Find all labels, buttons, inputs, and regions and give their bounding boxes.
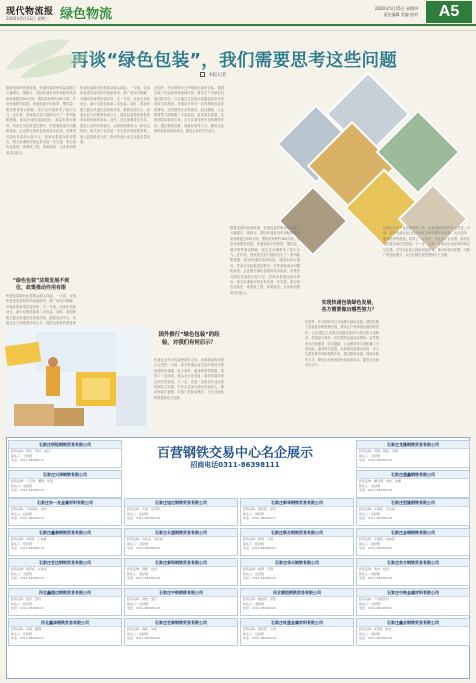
ad-company-cell — [124, 618, 238, 646]
ad-title: 百营钢铁交易中心名企展示 — [156, 446, 313, 461]
ad-company-detail: 电话：0311-86398126 — [359, 576, 392, 581]
ad-company-name: 石家庄宏泰钢铁贸易有限公司 — [125, 619, 237, 627]
ad-company-name: 石家庄新华钢铁贸易有限公司 — [241, 499, 353, 507]
ad-company-name: 石家庄鑫泰钢铁贸易有限公司 — [9, 529, 121, 537]
ad-company-detail: 经营品种：圆钢、方钢 — [243, 537, 274, 541]
ad-company-detail: 联系人：褚经理 — [359, 541, 381, 546]
ad-company-cell — [356, 588, 470, 616]
text-column-3b: 快递企业作为包装使用的主体，应承担起相应的社会责任。目前，部分快递企业已经开始试点使用循环快递箱、电子面单、瘦身胶带等措施，取得了一定成效。但从全行业来看，绿色包装的普及率仍然较低。下一步，应进一步推动行业标准的制定与实施，引导企业加大绿色包装投入，推动形成可复制、可推广的经验模式，为行业绿色转型提供有力支撑。 — [154, 358, 224, 400]
ad-company-cell — [356, 470, 470, 498]
paper-name: 现代物流报 — [6, 7, 54, 17]
ad-company-name: 石家庄金瑞钢铁有限公司 — [357, 529, 469, 537]
ad-company-name: 石家庄泰和钢铁贸易有限公司 — [125, 559, 237, 567]
ad-company-detail: 电话：0311-86398129 — [243, 606, 276, 611]
ad-company-cell — [240, 498, 354, 526]
ad-company-cell — [240, 618, 354, 646]
ad-company-detail: 电话：0311-86398124 — [127, 576, 160, 581]
ad-company-name: 石家庄盛鑫钢铁有限公司 — [357, 471, 469, 479]
text-column-1: 随着电商的快速发展，快递包装的使用量也随之大幅增长。据统计，我国快递业每年消耗的纸类废弃物超过900万吨、塑料废弃物约180万吨，并呈快速增长趋势。快递包装中的胶带、塑料袋、填充物等难以降解，给生态环境带来了较大压力。近年来，国家相关部门陆续出台了一系列政策措施，推动快递包装绿色化、减量化和可循环。然而在实际推进过程中，仍然面临诸多问题和挑战。企业推行绿色包装的成本较高，消费者对绿色包装的认知不足，回收体系建设相对滞后，相关标准和法规也有待进一步完善。推行绿色包装是一项系统工程，需要政府、企业和消费者共同参与。 — [6, 86, 76, 155]
ad-company-name: 石家庄鑫业钢铁贸易有限公司 — [357, 619, 469, 627]
ad-company-cell — [8, 528, 122, 556]
subhead-1: “绿色包装”法规发展不到位，政策推动作用有限 — [12, 278, 70, 291]
ad-company-cell — [8, 498, 122, 526]
ad-company-cell — [124, 498, 238, 526]
ad-company-detail: 电话：0311-86398121 — [243, 546, 276, 551]
ad-company-detail: 经营品种：钢筋、线材 — [127, 567, 158, 571]
ad-company-cell — [8, 470, 122, 498]
masthead — [0, 0, 476, 26]
text-column-3: 在国外，许多国家早已开始推行绿色包装。德国实施了包装废弃物管理法规，要求生产者承担包装回收责任；日本通过立法推动容器包装的分类回收与再利用；美国部分州对一次性塑料包装征收费用。这些国家在法规建设、经济激励、公众教育等方面积累了丰富经验，值得我们借鉴。从我国实际情况出发，应当注重发挥市场机制的作用，通过税收优惠、财政补贴等方式，降低企业使用绿色包装的成本，激发企业的内生动力。 — [154, 86, 224, 134]
ad-company-cell — [8, 618, 122, 646]
ad-company-detail: 联系人：周经理 — [243, 511, 265, 516]
header-info-date: 2020年5月15日 星期四 — [374, 6, 418, 11]
ad-company-detail: 经营品种：镀锌管、焊管 — [243, 507, 277, 511]
ad-company-name: 石家庄中铁金属材料有限公司 — [357, 589, 469, 597]
ad-company-cell — [356, 558, 470, 586]
ad-company-detail: 电话：0311-86398125 — [243, 576, 276, 581]
ad-company-detail: 电话：0311-86398118 — [359, 516, 392, 521]
ad-company-name: 石家庄中铁钢铁有限公司 — [125, 589, 237, 597]
ad-company-detail: 联系人：张经理 — [359, 483, 381, 488]
ad-company-cell — [356, 498, 470, 526]
ad-company-detail: 联系人：王经理 — [11, 453, 33, 458]
ad-company-cell — [356, 440, 470, 468]
ad-company-detail: 联系人：施经理 — [359, 631, 381, 636]
ad-company-detail: 电话：0311-86398115 — [11, 516, 44, 521]
ad-company-detail: 经营品种：扁钢、带钢 — [243, 567, 274, 571]
ad-company-detail: 经营品种：管材、型材 — [11, 597, 42, 601]
ad-company-name: 石家庄旺盛金属材料有限公司 — [241, 619, 353, 627]
ad-company-detail: 联系人：韩经理 — [359, 571, 381, 576]
ad-company-cell — [356, 528, 470, 556]
ad-company-detail: 联系人：蒋经理 — [127, 571, 149, 576]
text-column-1b: 快递包装绿色化需要从源头抓起。一方面，应加快推进包装材料的创新研发，推广使用可降解、可循环的新型包装材料；另一方面，应优化包装设计，减少过度包装和二次包装。同时，要加快建立健全快递包装回收体系，鼓励电商平台、快递企业与消费者形成合力，提高包装物的重复使 — [6, 294, 76, 326]
ad-company-detail: 电话：0311-86398113 — [11, 488, 44, 493]
ad-company-cell — [124, 528, 238, 556]
paper-date: 2020年5月13日 星期三 — [6, 16, 50, 21]
ad-company-detail: 经营品种：H型钢、工角槽 — [11, 537, 47, 541]
ad-company-detail: 联系人：赵经理 — [11, 511, 33, 516]
ad-company-cell — [124, 588, 238, 616]
ad-company-detail: 电话：0311-86398120 — [127, 546, 160, 551]
ad-phone: 招商电话0311-86398111 — [190, 461, 280, 469]
ad-company-detail: 电话：0311-86398119 — [11, 546, 44, 551]
ad-company-cell — [124, 558, 238, 586]
ad-company-detail: 电话：0311-86398131 — [11, 636, 44, 641]
ad-company-detail: 经营品种：型材、管材、板材 — [11, 449, 51, 453]
ad-company-detail: 联系人：许经理 — [11, 631, 33, 636]
ad-company-name: 石家庄明钰钢铁贸易有限公司 — [9, 441, 121, 449]
ad-company-detail: 经营品种：不锈钢板、卷材 — [11, 507, 48, 511]
ad-company-detail: 经营品种：工字钢、槽钢、角钢 — [11, 479, 54, 483]
ad-company-cell — [240, 528, 354, 556]
text-column-6: 快递企业作为包装使用的主体，应承担起相应的社会责任。目前，部分快递企业已经开始试点使用循环快递箱、电子面单、瘦身胶带等措施，取得了一定成效。但从全行业来看，绿色包装的普及率仍然较低。下一步，应进一步推动行业标准的制定与实施，引导企业加大绿色包装投入，推动形成可复制、可推广的经验模式，为行业绿色转型提供有力支撑。 — [383, 226, 470, 258]
ad-company-detail: 经营品种：方管、矩形管 — [127, 507, 161, 511]
ad-company-detail: 电话：0311-86398127 — [11, 606, 44, 611]
pull-quote: 国外推行“绿色包装”的经验，对我们有何启示？ — [158, 332, 220, 346]
ad-company-detail: 经营品种：冷轧板、热轧板 — [127, 537, 164, 541]
ad-company-detail: 电话：0311-86398128 — [127, 606, 160, 611]
byline-box-icon — [200, 72, 205, 77]
ad-company-detail: 电话：0311-86398133 — [243, 636, 276, 641]
ad-company-detail: 经营品种：不锈钢管材 — [359, 597, 390, 601]
ad-company-cell — [8, 588, 122, 616]
ad-company-detail: 电话：0311-86398114 — [359, 488, 392, 493]
ad-company-name: 石家庄永盛钢铁贸易有限公司 — [125, 529, 237, 537]
ad-company-detail: 电话：0311-86398134 — [359, 636, 392, 641]
ad-company-detail: 经营品种：镀锌管、方管 — [243, 627, 277, 631]
ad-company-detail: 联系人：卫经理 — [11, 571, 33, 576]
ad-company-name: 石家庄旭达钢铁贸易有限公司 — [125, 499, 237, 507]
ad-company-detail: 电话：0311-86398117 — [243, 516, 276, 521]
ad-company-cell — [356, 618, 470, 646]
ad-company-cell — [8, 440, 122, 468]
ad-company-detail: 联系人：沈经理 — [243, 571, 265, 576]
ad-company-detail: 经营品种：中厚板、花纹板 — [359, 507, 396, 511]
ad-company-name: 河北鑫泽钢铁贸易有限公司 — [9, 619, 121, 627]
header-info — [300, 6, 418, 18]
byline — [200, 72, 226, 78]
ad-company-detail: 联系人：吕经理 — [243, 631, 265, 636]
ad-company-name: 石家庄联合钢铁贸易有限公司 — [241, 529, 353, 537]
ad-company-detail: 经营品种：无缝管、结构管 — [359, 537, 396, 541]
ad-company-detail: 联系人：何经理 — [127, 631, 149, 636]
ad-company-detail: 电话：0311-86398122 — [359, 546, 392, 551]
ad-company-name: 石家庄东一友金属材料有限公司 — [9, 499, 121, 507]
text-column-5: 在国外，许多国家早已开始推行绿色包装。德国实施了包装废弃物管理法规，要求生产者承担包装回收责任；日本通过立法推动容器包装的分类回收与再利用；美国部分州对一次性塑料包装征收费用。这些国家在法规建设、经济激励、公众教育等方面积累了丰富经验，值得我们借鉴。从我国实际情况出发，应当注重发挥市场机制的作用，通过税收优惠、财政补贴等方式，降低企业使用绿色包装的成本，激发企业的内生动力。 — [305, 320, 379, 368]
ad-company-name: 石家庄东方钢铁贸易有限公司 — [357, 559, 469, 567]
section-title: 绿色物流 — [60, 7, 113, 22]
ad-company-detail: 联系人：秦经理 — [243, 601, 265, 606]
ad-company-detail: 联系人：孙经理 — [127, 511, 149, 516]
page-number: A5 — [426, 1, 472, 23]
photo-caption: 实现快递包装绿色发展，各方需要做出哪些努力？ — [321, 300, 377, 313]
ad-company-detail: 电话：0311-86398130 — [359, 606, 392, 611]
ad-company-detail: 电话：0311-86398123 — [11, 576, 44, 581]
ad-company-detail: 联系人：朱经理 — [127, 601, 149, 606]
ad-company-detail: 电话：0311-86398111 — [11, 458, 44, 463]
ad-company-name: 石家庄华兴钢铁有限公司 — [241, 559, 353, 567]
leaf-decoration-icon — [0, 30, 95, 80]
ad-company-detail: 电话：0311-86398112 — [359, 458, 392, 463]
text-column-4: 随着电商的快速发展，快递包装的使用量也随之大幅增长。据统计，我国快递业每年消耗的纸类废弃物超过900万吨、塑料废弃物约180万吨，并呈快速增长趋势。快递包装中的胶带、塑料袋、填充物等难以降解，给生态环境带来了较大压力。近年来，国家相关部门陆续出台了一系列政策措施，推动快递包装绿色化、减量化和可循环。然而在实际推进过程中，仍然面临诸多问题和挑战。企业推行绿色包装的成本较高，消费者对绿色包装的认知不足，回收体系建设相对滞后，相关标准和法规也有待进一步完善。推行绿色包装是一项系统工程，需要政府、企业和消费者共同参与。 — [230, 226, 300, 295]
ad-company-detail: 联系人：刘经理 — [11, 483, 33, 488]
ad-company-detail: 经营品种：螺纹钢、线材、盘螺 — [359, 479, 402, 483]
ad-company-detail: 经营品种：带钢、钢管、型钢 — [359, 449, 399, 453]
ad-company-detail: 联系人：尤经理 — [359, 601, 381, 606]
ad-company-detail: 经营品种：H型钢、板材 — [359, 627, 392, 631]
ad-company-detail: 联系人：杨经理 — [11, 601, 33, 606]
byline-text: 本报记者 — [208, 73, 227, 78]
ad-company-detail: 电话：0311-86398132 — [127, 636, 160, 641]
ad-company-detail: 经营品种：角钢、槽钢 — [11, 627, 42, 631]
ad-company-detail: 经营品种：钢板、卷板 — [127, 627, 158, 631]
ad-company-cell — [8, 558, 122, 586]
ad-company-detail: 联系人：陈经理 — [243, 541, 265, 546]
text-column-2: 快递包装绿色化需要从源头抓起。一方面，应加快推进包装材料的创新研发，推广使用可降解、可循环的新型包装材料；另一方面，应优化包装设计，减少过度包装和二次包装。同时，要加快建立健全快递包装回收体系，鼓励电商平台、快递企业与消费者形成合力，提高包装物的重复使用率和回收利用率。此外，还应加强宣传引导，提高公众的环保意识，让绿色消费成为一种社会风尚。相关部门也应进一步完善法规标准体系，加大监督检查力度，推动快递行业实现高质量发展。 — [80, 86, 150, 145]
ad-company-detail: 经营品种：型材、板材 — [359, 567, 390, 571]
ad-company-cell — [240, 558, 354, 586]
warehouse-illustration — [6, 326, 150, 434]
ad-company-detail: 经营品种：钢轨、道钉 — [127, 597, 158, 601]
ad-company-name: 河北顺恒钢铁贸易有限公司 — [241, 589, 353, 597]
ad-company-name: 河北鑫煜达钢铁贸易有限公司 — [9, 589, 121, 597]
ad-company-detail: 联系人：李经理 — [359, 453, 381, 458]
ad-company-name: 石家庄兴涛钢铁有限公司 — [9, 471, 121, 479]
ad-company-detail: 联系人：郑经理 — [11, 541, 33, 546]
headline: 再谈“绿色包装”，我们需要思考这些问题 — [70, 51, 398, 71]
ad-company-name: 石家庄宏达钢铁贸易有限公司 — [9, 559, 121, 567]
ad-company-detail: 经营品种：镀锌板、彩涂板 — [11, 567, 48, 571]
ad-company-detail: 经营品种：螺旋管、焊管 — [243, 597, 277, 601]
ad-company-detail: 电话：0311-86398116 — [127, 516, 160, 521]
ad-company-detail: 联系人：冯经理 — [127, 541, 149, 546]
ad-company-name: 石家庄龙隆钢铁贸易有限公司 — [357, 441, 469, 449]
ad-company-detail: 联系人：吴经理 — [359, 511, 381, 516]
header-info-editors: 责任编辑 美编 校对 — [383, 12, 418, 17]
ad-company-name: 石家庄恒隆钢铁有限公司 — [357, 499, 469, 507]
ad-company-cell — [240, 588, 354, 616]
